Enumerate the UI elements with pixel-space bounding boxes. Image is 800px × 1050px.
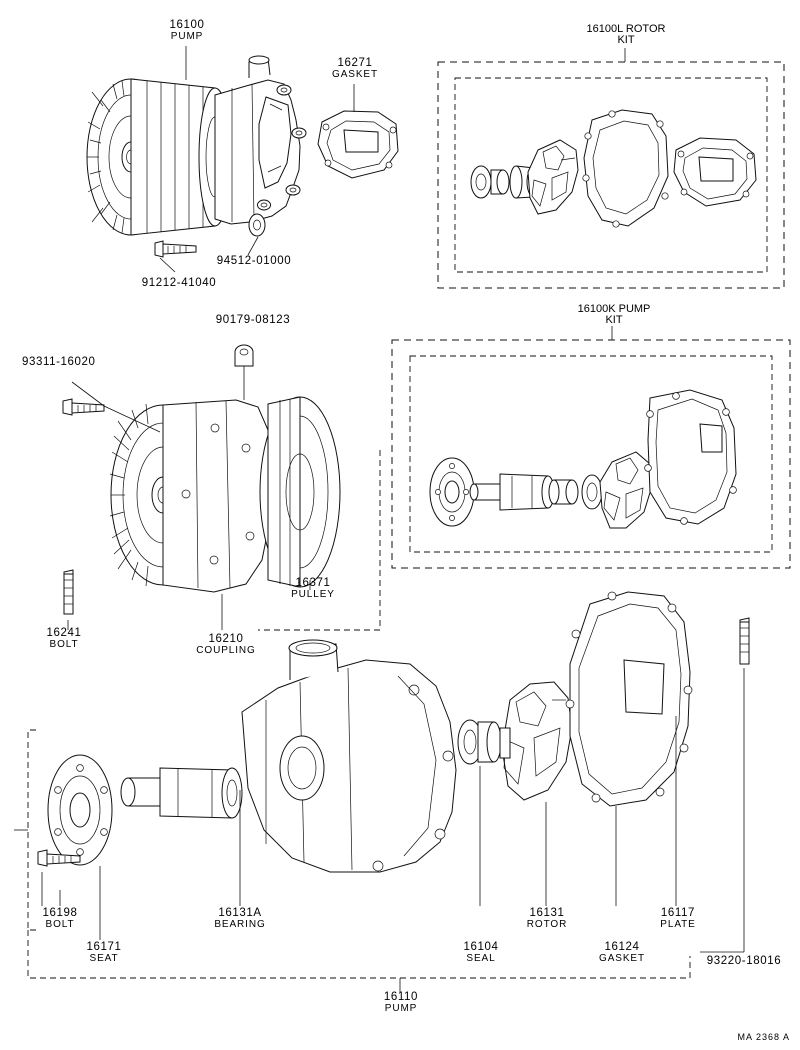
frame-label-rotor-kit: 16100L ROTOR KIT	[586, 23, 666, 46]
label-16131A-bearing: 16131A BEARING	[214, 907, 266, 930]
label-16117-plate: 16117 PLATE	[660, 907, 696, 930]
label-94512-01000: 94512-01000	[216, 255, 292, 267]
label-16171-seat: 16171 SEAT	[86, 941, 122, 964]
label-16110-pump: 16110 PUMP	[383, 991, 419, 1014]
label-16131-rotor: 16131 ROTOR	[526, 907, 568, 930]
label-93311-16020: 93311-16020	[22, 356, 96, 368]
label-90179-08123: 90179-08123	[215, 314, 291, 326]
label-16241-bolt: 16241 BOLT	[46, 627, 82, 650]
assembly-16110-pump	[14, 592, 749, 992]
label-16124-gasket: 16124 GASKET	[599, 941, 645, 964]
label-16210-coupling: 16210 COUPLING	[196, 633, 256, 656]
frame-label-pump-kit: 16100K PUMP KIT	[577, 303, 651, 326]
label-16104-seal: 16104 SEAL	[463, 941, 499, 964]
frame-rotor-kit	[438, 48, 784, 288]
frame-pump-kit	[392, 326, 790, 568]
label-16371-pulley: 16371 PULLEY	[291, 577, 335, 600]
label-16271: 16271 GASKET	[332, 57, 378, 80]
label-16100: 16100 PUMP	[169, 19, 205, 42]
label-93220-18016: 93220-18016	[706, 955, 782, 967]
label-91212-41040: 91212-41040	[141, 277, 217, 289]
sheet-code: MA 2368 A	[737, 1032, 790, 1042]
label-16198-bolt: 16198 BOLT	[42, 907, 78, 930]
